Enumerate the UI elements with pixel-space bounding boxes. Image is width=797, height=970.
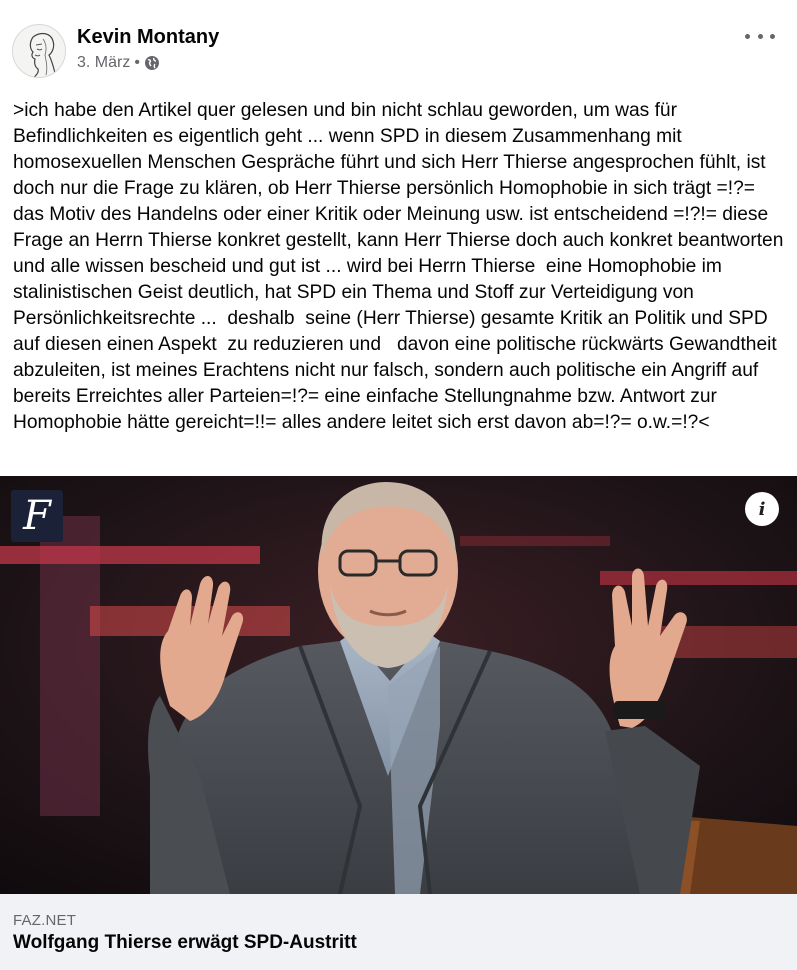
- article-image[interactable]: [0, 476, 797, 894]
- link-domain: FAZ.NET: [13, 912, 77, 929]
- more-options-icon[interactable]: [745, 27, 775, 45]
- faz-logo[interactable]: [11, 490, 63, 542]
- meta-separator: •: [134, 54, 140, 71]
- faz-logo-glyph: F: [23, 493, 51, 539]
- more-dot: [770, 34, 775, 39]
- author-name[interactable]: Kevin Montany: [77, 26, 220, 48]
- more-dot: [758, 34, 763, 39]
- avatar[interactable]: [12, 24, 66, 78]
- post-header: [0, 0, 797, 90]
- post-date[interactable]: 3. März: [77, 54, 131, 71]
- post-text: >ich habe den Artikel quer gelesen und bin nicht schlau geworden, um was für Befindlichkeiten es eigentlich geht ... wenn SPD in diesem Zusammenhang mit homosexuellen Menschen Gespräche führt und sich Herr Thierse angesprochen fühlt, ist doch nur die Frage zu klären, ob Herr Thierse persönlich Homophobie in sich trägt =!?= das Motiv des Handelns oder einer Kritik oder Meinung usw. ist entscheidend =!?!= diese Frage an Herrn Thierse konkret gestellt, kann Herr Thierse doch auch konkret beantworten und alle wissen bescheid und gut ist ... wird bei Herrn Thierse eine Homophobie im stalinistischen Geist deutlich, hat SPD ein Thema und Stoff zur Verteidigung von Persönlichkeitsrechte ... deshalb seine (Herr Thierse) gesamte Kritik an Politik und SPD auf diesen einen Aspekt zu reduzieren und davon eine politische rückwärts Gewandtheit abzuleiten, ist meines Erachtens nicht nur falsch, sondern auch politische ein Angriff auf bereits Erreichtes aller Parteien=!?= eine einfache Stellungnahme bzw. Antwort zur Homophobie hätte gereicht=!!= alles andere leitet sich erst davon ab=!?= o.w.=!?<: [13, 100, 789, 433]
- link-title[interactable]: Wolfgang Thierse erwägt SPD-Austritt: [13, 932, 357, 953]
- more-dot: [745, 34, 750, 39]
- info-icon[interactable]: i: [745, 492, 779, 526]
- post-meta: [77, 54, 160, 72]
- globe-icon: [144, 55, 160, 71]
- link-preview[interactable]: [0, 894, 797, 970]
- avatar-sketch: [13, 25, 66, 78]
- article-photo: [0, 476, 797, 894]
